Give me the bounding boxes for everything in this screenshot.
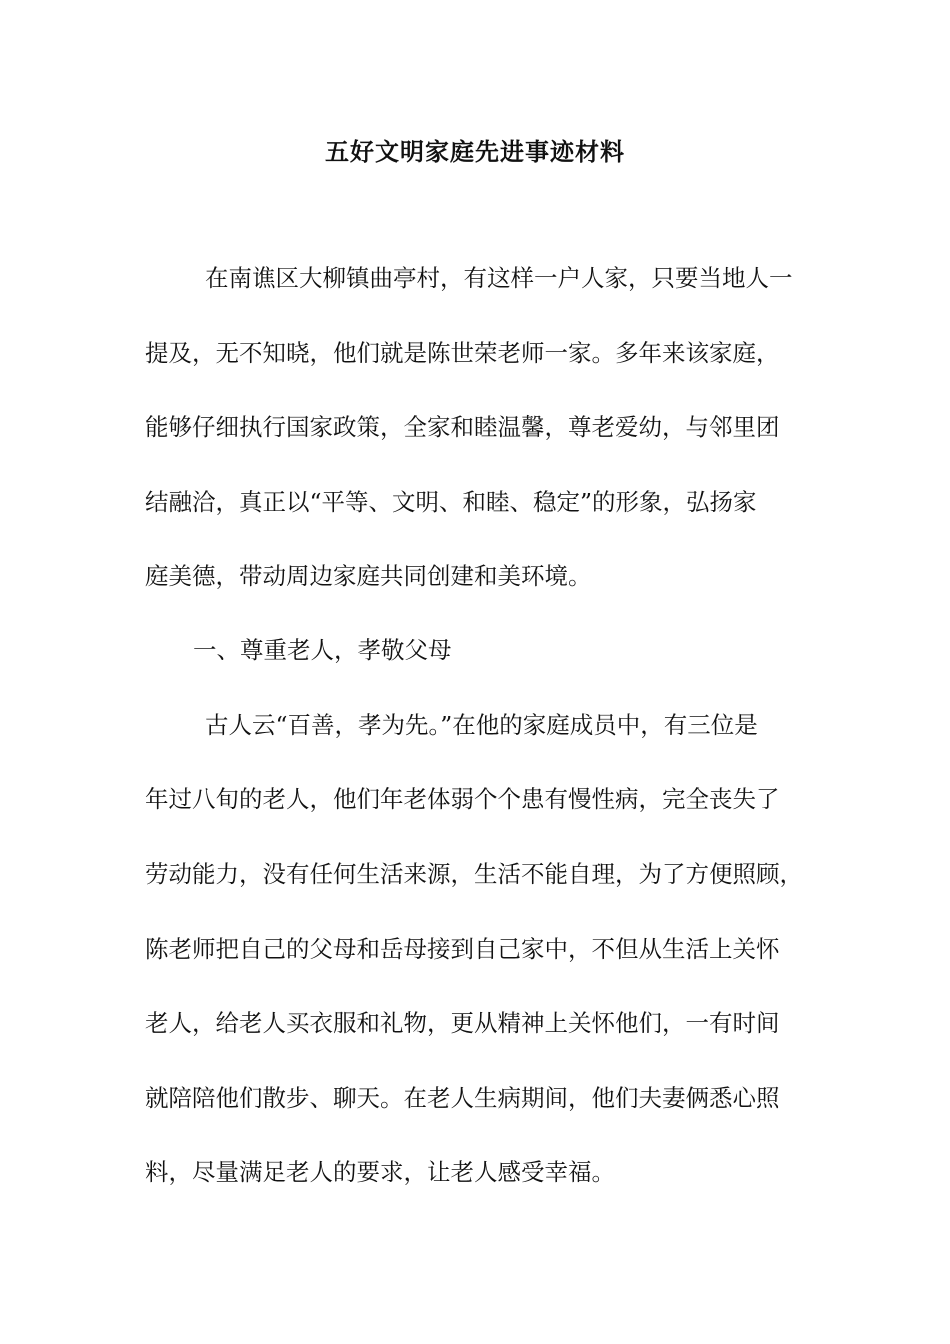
paragraph-line: 结融洽，真正以“平等、文明、和睦、稳定”的形象，弘扬家: [145, 488, 757, 516]
paragraph-line: 老人，给老人买衣服和礼物，更从精神上关怀他们，一有时间: [145, 1009, 780, 1037]
paragraph-line: 古人云“百善，孝为先。”在他的家庭成员中，有三位是: [205, 711, 758, 739]
paragraph-line: 就陪陪他们散步、聊天。在老人生病期间，他们夫妻俩悉心照: [145, 1084, 780, 1112]
paragraph-line: 庭美德，带动周边家庭共同创建和美环境。: [145, 562, 592, 590]
paragraph-line: 劳动能力，没有任何生活来源，生活不能自理，为了方便照顾，: [145, 860, 803, 888]
paragraph-line: 在南谯区大柳镇曲亭村，有这样一户人家，只要当地人一: [205, 264, 793, 292]
paragraph-line: 陈老师把自己的父母和岳母接到自己家中，不但从生活上关怀: [145, 935, 780, 963]
paragraph-line: 提及，无不知晓，他们就是陈世荣老师一家。多年来该家庭，: [145, 339, 780, 367]
paragraph-line: 料，尽量满足老人的要求，让老人感受幸福。: [145, 1158, 615, 1186]
document-title: 五好文明家庭先进事迹材料: [325, 137, 625, 166]
section-heading: 一、尊重老人，孝敬父母: [193, 636, 452, 664]
paragraph-line: 年过八旬的老人，他们年老体弱个个患有慢性病，完全丧失了: [145, 785, 780, 813]
paragraph-line: 能够仔细执行国家政策，全家和睦温馨，尊老爱幼，与邻里团: [145, 413, 780, 441]
